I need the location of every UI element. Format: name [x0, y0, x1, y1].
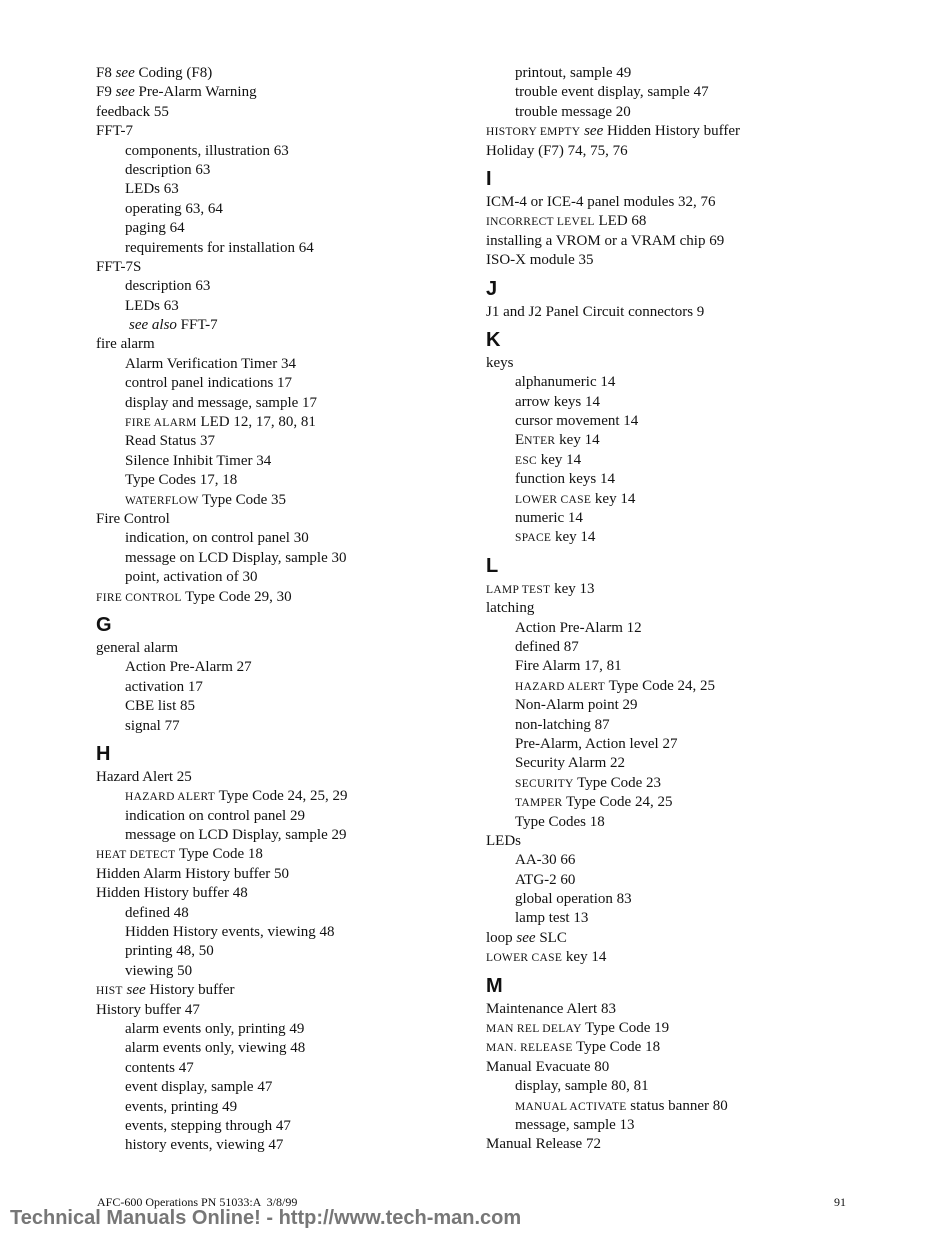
index-entry-text: HIST [96, 985, 123, 998]
index-entry-text: LAMP TEST [486, 583, 551, 596]
index-entry-text: message on LCD Display, sample 30 [125, 549, 347, 566]
index-entry-text: SPACE [515, 532, 552, 545]
index-subentry [96, 142, 476, 161]
index-entry [486, 1000, 926, 1019]
index-entry [96, 1001, 476, 1020]
index-entry [486, 212, 926, 231]
index-entry-text: FFT-7 [176, 317, 218, 334]
index-entry [486, 122, 926, 141]
index-entry-text: point, activation of 30 [125, 569, 258, 586]
index-entry-text: Type Code 24, 25 [605, 677, 716, 694]
index-subentry [96, 394, 476, 413]
index-entry-text: TAMPER [515, 797, 563, 810]
index-subentry [96, 549, 476, 568]
index-subentry [486, 909, 926, 928]
index-entry-text: MANUAL ACTIVATE [515, 1100, 627, 1113]
index-subentry [486, 638, 926, 657]
index-subentry [96, 697, 476, 716]
index-subentry [486, 393, 926, 412]
index-entry-text: operating 63, 64 [125, 200, 223, 217]
index-entry [486, 1135, 926, 1154]
index-subentry [96, 374, 476, 393]
index-entry-text: global operation 83 [515, 891, 632, 908]
index-entry-text: E [515, 432, 525, 449]
index-entry-text: ATG-2 60 [515, 871, 576, 888]
index-subentry [96, 355, 476, 374]
index-entry-text: events, printing 49 [125, 1098, 238, 1115]
index-section-letter: G [96, 613, 112, 636]
index-subentry [96, 1039, 476, 1058]
index-subentry [96, 658, 476, 677]
index-entry-text: status banner 80 [626, 1097, 728, 1114]
index-subentry [486, 851, 926, 870]
index-entry-text: Type Codes 17, 18 [125, 472, 238, 489]
index-entry-text: LOWER CASE [486, 952, 563, 965]
index-entry [96, 335, 476, 354]
index-subentry [486, 431, 926, 450]
index-entry [486, 580, 926, 599]
index-subentry [96, 904, 476, 923]
index-entry-text: viewing 50 [125, 962, 193, 979]
index-entry-text: key 14 [562, 949, 607, 966]
index-entry [96, 588, 476, 607]
index-entry-text: see [126, 982, 146, 999]
index-subentry [96, 962, 476, 981]
index-subentry [96, 297, 476, 316]
index-section-letter: I [486, 167, 492, 190]
index-subentry [486, 1097, 926, 1116]
index-entry-text: Hidden Alarm History buffer 50 [96, 865, 290, 882]
index-entry [486, 832, 926, 851]
index-section-letter: L [486, 554, 499, 577]
index-entry-text: event display, sample 47 [125, 1079, 273, 1096]
index-entry-text: ICM-4 or ICE-4 panel modules 32, 76 [486, 193, 716, 210]
index-entry-text: LED 12, 17, 80, 81 [196, 414, 316, 431]
index-entry-text: HAZARD ALERT [515, 680, 606, 693]
index-entry-text: printing 48, 50 [125, 943, 214, 960]
index-entry-text: Hazard Alert 25 [96, 768, 192, 785]
index-subentry [96, 1078, 476, 1097]
index-entry-text: CBE list 85 [125, 698, 196, 715]
index-entry-text: control panel indications 17 [125, 375, 293, 392]
index-entry-text: HAZARD ALERT [125, 791, 216, 804]
index-entry-text: ISO-X module 35 [486, 252, 594, 269]
index-entry-text: display and message, sample 17 [125, 394, 318, 411]
index-entry-text: message, sample 13 [515, 1116, 635, 1133]
index-subentry [96, 529, 476, 548]
index-entry-text: key 14 [537, 451, 582, 468]
index-entry-text: indication on control panel 29 [125, 807, 305, 824]
index-entry-text: WATERFLOW [125, 494, 199, 507]
index-entry-text: see [115, 84, 135, 101]
index-entry-text: J1 and J2 Panel Circuit connectors 9 [486, 303, 705, 320]
index-subentry [486, 696, 926, 715]
index-subentry [96, 1098, 476, 1117]
index-subentry [486, 103, 926, 122]
index-subentry [96, 717, 476, 736]
index-entry-text: Alarm Verification Timer 34 [125, 355, 296, 372]
index-entry-text: FFT-7S [96, 258, 142, 275]
index-entry [486, 303, 926, 322]
index-entry-text: Read Status 37 [125, 433, 215, 450]
index-entry-text: see [115, 65, 135, 81]
index-subentry [486, 716, 926, 735]
index-entry-text: LED 68 [594, 213, 647, 230]
index-entry [96, 884, 476, 903]
index-entry-text: activation 17 [125, 678, 203, 695]
index-entry-text: components, illustration 63 [125, 142, 289, 159]
index-subentry [96, 1117, 476, 1136]
index-subentry [96, 491, 476, 510]
index-entry [96, 83, 476, 102]
index-entry-text: Pre-Alarm Warning [134, 84, 257, 101]
index-entry-text: key 14 [551, 529, 596, 546]
index-entry-text: history events, viewing 47 [125, 1137, 284, 1154]
index-entry-text: key 13 [550, 580, 595, 597]
index-entry-text: Holiday (F7) 74, 75, 76 [486, 142, 628, 159]
index-entry-text: HISTORY EMPTY [486, 126, 581, 139]
index-entry-text: MAN REL DELAY [486, 1023, 582, 1036]
index-entry-text: defined 48 [125, 904, 189, 921]
index-subentry [96, 1059, 476, 1078]
index-entry [96, 103, 476, 122]
index-entry-text: general alarm [96, 639, 179, 656]
index-entry-text: trouble message 20 [515, 103, 631, 120]
index-entry-text: Action Pre-Alarm 12 [515, 619, 642, 636]
index-entry-text: lamp test 13 [515, 910, 589, 927]
index-entry-text: MAN. RELEASE [486, 1042, 573, 1055]
index-subentry [486, 657, 926, 676]
index-entry-text: FIRE ALARM [125, 417, 197, 430]
index-entry-text: INCORRECT LEVEL [486, 216, 595, 229]
footer-document-info: AFC-600 Operations PN 51033:A 3/8/99 [97, 1195, 298, 1209]
index-subentry [486, 1077, 926, 1096]
index-entry [486, 193, 926, 212]
index-entry-text: signal 77 [125, 717, 180, 734]
index-entry-text: message on LCD Display, sample 29 [125, 827, 347, 844]
index-entry-text: Type Code 18 [572, 1039, 661, 1056]
index-subentry [96, 277, 476, 296]
index-subentry [96, 568, 476, 587]
index-subentry [96, 200, 476, 219]
index-entry [486, 232, 926, 251]
index-entry-text: function keys 14 [515, 471, 615, 488]
index-entry-text: Type Codes 18 [515, 813, 605, 830]
index-entry-text: description 63 [125, 161, 211, 178]
index-entry-text: Maintenance Alert 83 [486, 1000, 616, 1017]
index-entry-text: key 14 [555, 432, 600, 449]
index-subentry [96, 471, 476, 490]
index-entry-text: alarm events only, printing 49 [125, 1020, 305, 1037]
index-entry-text: alphanumeric 14 [515, 374, 616, 391]
index-entry-text: LOWER CASE [515, 493, 592, 506]
index-subentry [96, 787, 476, 806]
index-entry-text: see [584, 123, 604, 140]
index-entry [96, 639, 476, 658]
index-subentry [96, 923, 476, 942]
index-entry-text: Security Alarm 22 [515, 755, 625, 772]
index-entry-text: Coding (F8) [134, 65, 213, 81]
index-entry [486, 1038, 926, 1057]
index-entry-text: installing a VROM or a VRAM chip 69 [486, 232, 725, 249]
index-entry [486, 1019, 926, 1038]
index-entry-text: Action Pre-Alarm 27 [125, 659, 252, 676]
index-entry-text: Manual Evacuate 80 [486, 1058, 610, 1075]
index-entry-text: latching [486, 600, 535, 617]
index-entry-text: Type Code 18 [175, 846, 263, 863]
index-subentry [96, 826, 476, 845]
index-entry [486, 142, 926, 161]
index-entry-text: Type Code 35 [198, 491, 287, 508]
index-entry-text: Pre-Alarm, Action level 27 [515, 735, 678, 752]
index-entry-text: LEDs 63 [125, 297, 179, 314]
index-entry-text: printout, sample 49 [515, 65, 632, 81]
index-entry [96, 122, 476, 141]
index-entry [96, 258, 476, 277]
index-section-letter: K [486, 328, 501, 351]
index-section-letter: J [486, 277, 498, 300]
index-entry-text: Hidden History events, viewing 48 [125, 924, 335, 941]
index-entry-text: History buffer 47 [96, 1001, 200, 1018]
index-entry-text: display, sample 80, 81 [515, 1078, 649, 1095]
index-entry [486, 948, 926, 967]
index-entry-text: loop [486, 929, 517, 946]
index-subentry [96, 219, 476, 238]
index-subentry [96, 1020, 476, 1039]
index-entry-text: ESC [515, 454, 537, 467]
index-entry-text: Type Code 24, 25 [562, 794, 673, 811]
index-entry-text: indication, on control panel 30 [125, 530, 309, 547]
index-entry [96, 845, 476, 864]
index-subentry [486, 64, 926, 83]
index-subentry [96, 239, 476, 258]
index-entry-text: contents 47 [125, 1059, 194, 1076]
index-section-letter: M [486, 974, 503, 997]
index-entry-text: FIRE CONTROL [96, 591, 182, 604]
index-entry-text: Fire Alarm 17, 81 [515, 658, 622, 675]
index-entry [486, 599, 926, 618]
index-subentry [486, 528, 926, 547]
index-entry [96, 768, 476, 787]
index-subentry [486, 412, 926, 431]
index-entry-text: numeric 14 [515, 510, 583, 527]
index-entry-text: Non-Alarm point 29 [515, 697, 638, 714]
index-entry-text: cursor movement 14 [515, 413, 639, 430]
index-entry-text: Silence Inhibit Timer 34 [125, 452, 272, 469]
index-entry-text: Type Code 29, 30 [181, 588, 292, 605]
index-entry-text: HEAT DETECT [96, 849, 176, 862]
index-subentry [96, 452, 476, 471]
index-subentry [486, 509, 926, 528]
index-column-left [96, 64, 476, 1156]
index-subentry [486, 1116, 926, 1135]
index-subentry [486, 83, 926, 102]
index-entry-text: History buffer [145, 982, 235, 999]
index-entry-text: Fire Control [96, 510, 170, 527]
index-entry-text: Manual Release 72 [486, 1136, 601, 1153]
index-subentry [96, 678, 476, 697]
index-entry-text: Hidden History buffer 48 [96, 885, 248, 902]
index-entry-text: LEDs 63 [125, 181, 179, 198]
index-subentry [486, 619, 926, 638]
index-subentry [96, 942, 476, 961]
index-entry-text: defined 87 [515, 638, 579, 655]
index-entry-text: see [516, 929, 536, 946]
index-entry-text: FFT-7 [96, 123, 133, 140]
index-entry-text: AA-30 66 [515, 852, 576, 869]
index-entry [96, 865, 476, 884]
index-entry-text: NTER [524, 435, 556, 448]
index-entry-text: Type Code 24, 25, 29 [215, 788, 348, 805]
index-entry-text: feedback 55 [96, 103, 169, 120]
index-subentry [486, 890, 926, 909]
index-subentry [486, 373, 926, 392]
index-entry [96, 981, 476, 1000]
page-number: 91 [834, 1195, 846, 1209]
index-entry-text: events, stepping through 47 [125, 1117, 291, 1134]
index-subentry [486, 774, 926, 793]
index-subentry [486, 793, 926, 812]
watermark-text: Technical Manuals Online! - http://www.tech-man.com [10, 1207, 522, 1229]
index-entry-text: key 14 [591, 490, 636, 507]
index-subentry [486, 677, 926, 696]
index-subentry [96, 413, 476, 432]
index-entry-text: trouble event display, sample 47 [515, 84, 709, 101]
index-subentry [96, 161, 476, 180]
index-entry [486, 251, 926, 270]
index-section-letter: H [96, 742, 111, 765]
index-subentry [96, 180, 476, 199]
index-entry-text: Type Code 23 [573, 774, 662, 791]
index-entry-text: requirements for installation 64 [125, 239, 314, 256]
index-entry-text: fire alarm [96, 336, 155, 353]
index-subentry [486, 813, 926, 832]
index-entry [96, 64, 476, 83]
index-entry [486, 354, 926, 373]
index-entry-text: LEDs [486, 832, 521, 849]
index-entry-text: Hidden History buffer [603, 123, 741, 140]
index-entry-text: alarm events only, viewing 48 [125, 1040, 306, 1057]
index-entry-text: see also [129, 317, 177, 334]
index-entry-text: paging 64 [125, 220, 185, 237]
index-entry-text: arrow keys 14 [515, 393, 600, 410]
index-entry-text: F9 [96, 84, 116, 101]
index-subentry [486, 451, 926, 470]
index-column-right [486, 64, 926, 1155]
index-entry-text: F8 [96, 65, 116, 81]
index-subentry [96, 316, 476, 335]
index-subentry [96, 1136, 476, 1155]
index-subentry [486, 735, 926, 754]
index-subentry [486, 490, 926, 509]
index-subentry [486, 470, 926, 489]
index-entry [486, 929, 926, 948]
index-subentry [96, 807, 476, 826]
index-entry-text: SECURITY [515, 777, 574, 790]
index-subentry [486, 754, 926, 773]
index-subentry [486, 871, 926, 890]
index-entry-text: Type Code 19 [581, 1020, 670, 1037]
index-subentry [96, 432, 476, 451]
index-entry-text: keys [486, 354, 514, 371]
index-entry [486, 1058, 926, 1077]
index-entry-text: non-latching 87 [515, 716, 610, 733]
index-entry [96, 510, 476, 529]
index-entry-text: SLC [535, 929, 567, 946]
index-entry-text: description 63 [125, 278, 211, 295]
